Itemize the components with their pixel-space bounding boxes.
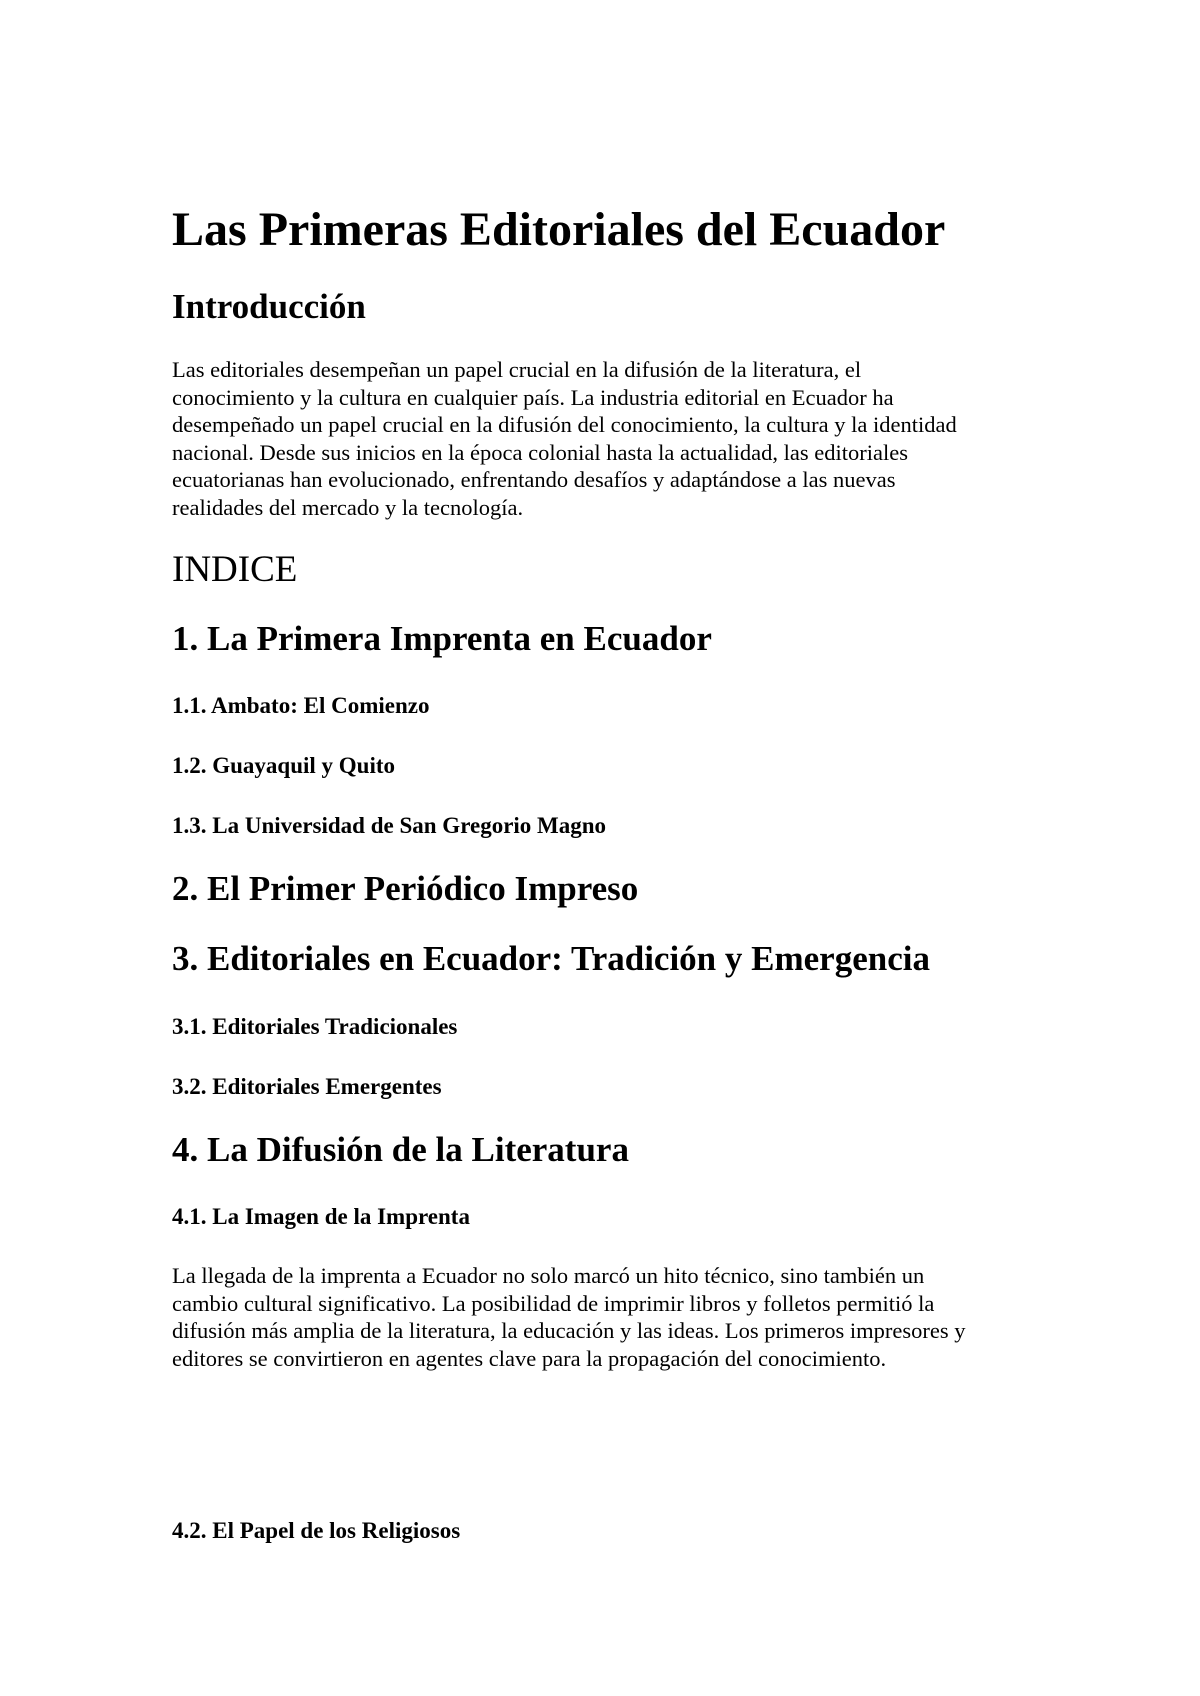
index-heading: INDICE <box>172 549 298 590</box>
intro-line: conocimiento y la cultura en cualquier país. La industria editorial en Ecuador ha <box>172 384 894 410</box>
subsection-heading-1-1: 1.1. Ambato: El Comienzo <box>172 693 430 718</box>
imprenta-line: La llegada de la imprenta a Ecuador no solo marcó un hito técnico, sino también un <box>172 1263 925 1288</box>
intro-heading: Introducción <box>172 287 366 326</box>
subsection-heading-1-3: 1.3. La Universidad de San Gregorio Magno <box>172 813 607 838</box>
subsection-heading-4-1: 4.1. La Imagen de la Imprenta <box>172 1204 470 1229</box>
section-heading-4: 4. La Difusión de la Literatura <box>172 1130 629 1169</box>
section-heading-2: 2. El Primer Periódico Impreso <box>172 869 639 908</box>
imprenta-paragraph <box>172 1262 1052 1372</box>
subsection-heading-3-2: 3.2. Editoriales Emergentes <box>172 1074 442 1099</box>
subsection-heading-1-2: 1.2. Guayaquil y Quito <box>172 753 396 778</box>
section-heading-1: 1. La Primera Imprenta en Ecuador <box>172 619 712 658</box>
intro-line: nacional. Desde sus inicios en la época colonial hasta la actualidad, las editoriales <box>172 439 908 465</box>
intro-line: ecuatorianas han evolucionado, enfrentando desafíos y adaptándose a las nuevas <box>172 467 896 492</box>
imprenta-line: editores se convirtieron en agentes clave para la propagación del conocimiento. <box>172 1345 887 1371</box>
section-heading-3: 3. Editoriales en Ecuador: Tradición y Emergencia <box>172 939 930 978</box>
imprenta-line: difusión más amplia de la literatura, la educación y las ideas. Los primeros impresores y <box>172 1318 966 1343</box>
intro-line: realidades del mercado y la tecnología. <box>172 494 524 520</box>
intro-line: desempeñado un papel crucial en la difusión del conocimiento, la cultura y la identidad <box>172 412 957 437</box>
document-title: Las Primeras Editoriales del Ecuador <box>172 203 946 256</box>
intro-line: Las editoriales desempeñan un papel crucial en la difusión de la literatura, el <box>172 357 862 382</box>
intro-paragraph <box>172 356 1052 521</box>
subsection-heading-4-2: 4.2. El Papel de los Religiosos <box>172 1518 461 1543</box>
imprenta-line: cambio cultural significativo. La posibilidad de imprimir libros y folletos permitió la <box>172 1290 935 1316</box>
subsection-heading-3-1: 3.1. Editoriales Tradicionales <box>172 1014 458 1039</box>
